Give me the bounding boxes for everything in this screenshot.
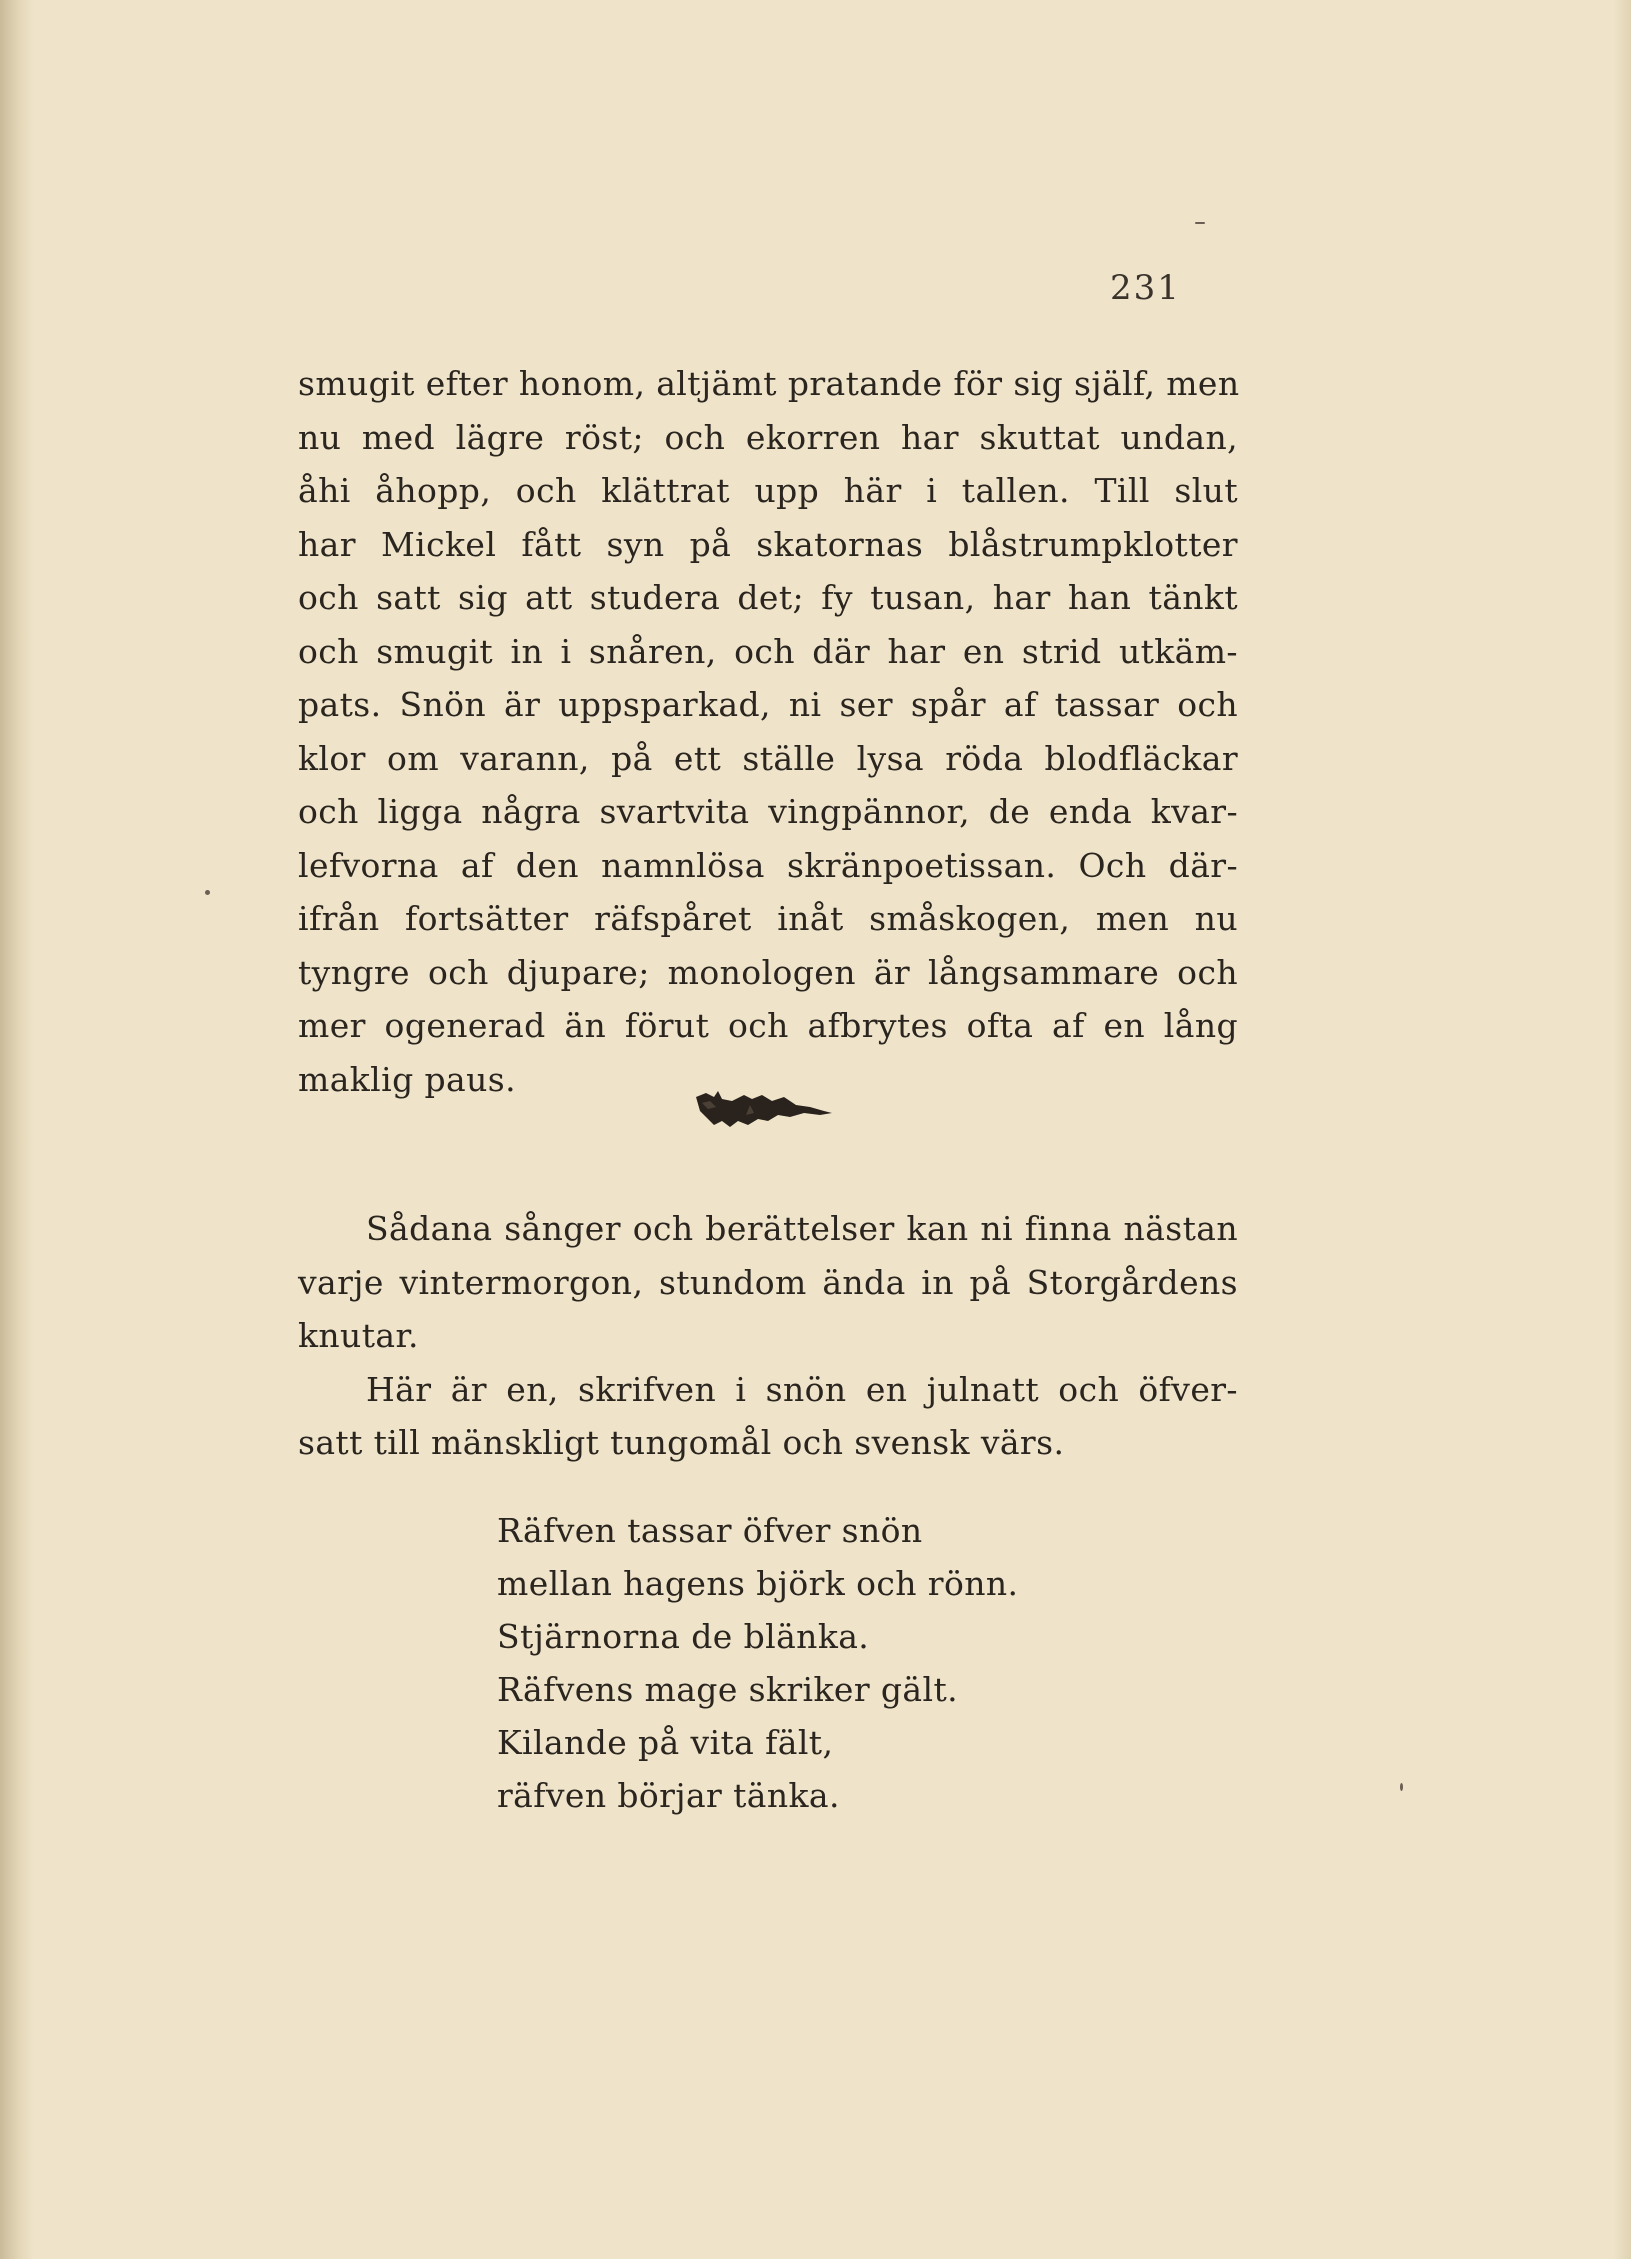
text-line: smugit efter honom, altjämt pratande för sig själf, men (298, 364, 1240, 403)
poem-line: räfven börjar tänka. (497, 1776, 840, 1815)
page-edge-shadow (1613, 0, 1631, 2259)
poem-line: mellan hagens björk och rönn. (497, 1564, 1019, 1603)
paper-speck (1195, 222, 1205, 224)
poem-line: Stjärnorna de blänka. (497, 1617, 870, 1656)
text-line: klor om varann, på ett ställe lysa röda blodfläckar (298, 738, 1238, 778)
gutter-shadow (0, 0, 34, 2259)
poem-line: Kilande på vita fält, (497, 1723, 834, 1762)
poem (497, 1504, 1097, 1822)
text-line: åhi åhopp, och klättrat upp här i tallen. Till slut (298, 471, 1238, 510)
text-line: tyngre och djupare; monologen är långsammare och (298, 952, 1238, 992)
paper-speck (1400, 1783, 1403, 1791)
text-line: mer ogenerad än förut och afbrytes ofta af en lång (298, 1006, 1238, 1045)
paper-speck (205, 890, 210, 895)
text-line: lefvorna af den namnlösa skränpoetissan. Och där- (298, 845, 1238, 885)
text-line: har Mickel fått syn på skatornas blåstrumpklotter (298, 524, 1238, 564)
text-line: Här är en, skrifven i snön en julnatt och öfver- (366, 1369, 1238, 1409)
text-line: pats. Snön är uppsparkad, ni ser spår af tassar och (298, 685, 1238, 724)
fox-ornament-icon (692, 1083, 834, 1135)
text-line: Sådana sånger och berättelser kan ni finna nästan (366, 1209, 1238, 1248)
text-line: och satt sig att studera det; fy tusan, har han tänkt (298, 578, 1238, 617)
text-line: satt till mänskligt tungomål och svensk värs. (298, 1423, 1065, 1462)
poem-line: Räfven tassar öfver snön (497, 1511, 923, 1550)
text-line: maklig paus. (298, 1059, 516, 1099)
text-line: och ligga några svartvita vingpännor, de enda kvar- (298, 792, 1238, 831)
page-number: 231 (1110, 268, 1181, 308)
text-line: ifrån fortsätter räfspåret inåt småskogen, men nu (298, 899, 1238, 938)
poem-line: Räfvens mage skriker gält. (497, 1670, 959, 1709)
text-line: varje vintermorgon, stundom ända in på Storgårdens (298, 1262, 1238, 1302)
paragraph-2-3 (298, 1202, 1238, 1470)
paragraph-1 (298, 357, 1238, 1106)
text-line: knutar. (298, 1316, 419, 1355)
text-line: och smugit in i snåren, och där har en strid utkäm- (298, 631, 1238, 671)
text-line: nu med lägre röst; och ekorren har skuttat undan, (298, 417, 1238, 457)
